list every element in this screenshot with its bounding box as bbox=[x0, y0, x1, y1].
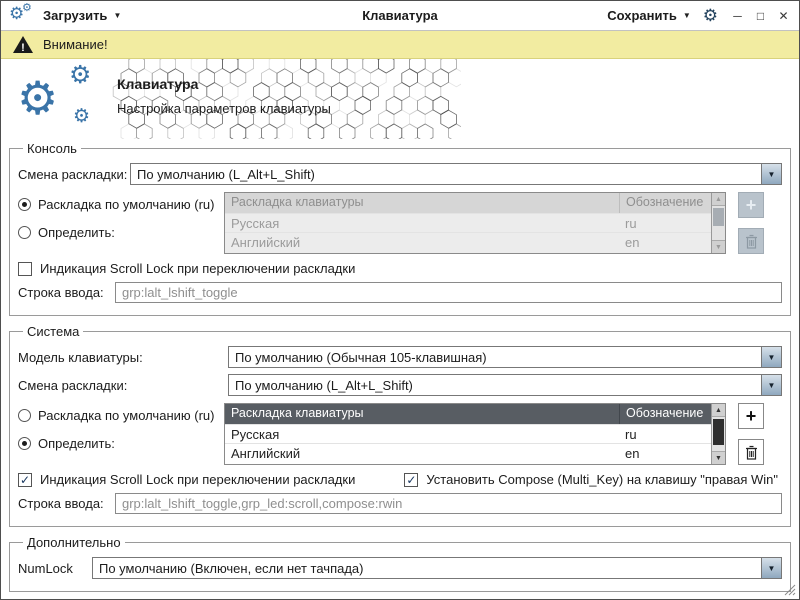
radio-off-icon bbox=[18, 226, 31, 239]
trash-icon bbox=[745, 445, 758, 460]
system-custom-layout-label: Определить: bbox=[38, 436, 115, 451]
console-add-layout-button bbox=[738, 192, 764, 218]
scroll-down-icon: ▼ bbox=[712, 240, 725, 253]
system-scroll-lock-checkbox[interactable] bbox=[18, 472, 355, 487]
plus-icon: + bbox=[745, 406, 757, 426]
system-input-string-label: Строка ввода: bbox=[18, 496, 104, 511]
chevron-down-icon: ▼ bbox=[761, 164, 781, 184]
console-layout-table bbox=[224, 192, 726, 254]
window-title: Клавиатура bbox=[362, 8, 438, 23]
plus-icon: + bbox=[745, 195, 757, 215]
settings-gear-icon[interactable]: ⚙ bbox=[702, 6, 718, 25]
system-add-layout-button[interactable] bbox=[738, 403, 764, 429]
svg-text:!: ! bbox=[21, 42, 25, 54]
checkbox-checked-icon bbox=[18, 473, 32, 487]
column-header-code: Обозначение bbox=[619, 193, 711, 213]
scroll-up-icon: ▲ bbox=[712, 193, 725, 206]
scroll-down-icon[interactable]: ▼ bbox=[712, 451, 725, 464]
additional-section bbox=[9, 535, 791, 592]
system-scroll-lock-label: Индикация Scroll Lock при переключении раскладки bbox=[40, 472, 356, 487]
titlebar bbox=[1, 1, 799, 31]
system-section-legend: Система bbox=[27, 324, 80, 339]
system-model-dropdown[interactable] bbox=[228, 346, 782, 368]
chevron-down-icon: ▼ bbox=[761, 558, 781, 578]
console-default-layout-radio[interactable] bbox=[18, 197, 224, 212]
system-model-value: По умолчанию (Обычная 105-клавишная) bbox=[235, 349, 487, 365]
save-menu-button[interactable] bbox=[607, 8, 691, 23]
console-custom-layout-label: Определить: bbox=[38, 225, 115, 240]
system-table-scrollbar[interactable] bbox=[711, 404, 725, 464]
console-default-layout-label: Раскладка по умолчанию (ru) bbox=[38, 197, 215, 212]
page-header bbox=[1, 59, 799, 139]
chevron-down-icon: ▼ bbox=[761, 347, 781, 367]
maximize-button[interactable]: □ bbox=[756, 8, 765, 23]
console-input-string[interactable] bbox=[115, 282, 782, 303]
system-compose-label: Установить Compose (Multi_Key) на клавишу "правая Win" bbox=[426, 472, 778, 487]
console-layout-switch-label: Смена раскладки: bbox=[18, 166, 128, 182]
system-layout-switch-value: По умолчанию (L_Alt+L_Shift) bbox=[235, 377, 413, 393]
console-layout-switch-value: По умолчанию (L_Alt+L_Shift) bbox=[137, 166, 315, 182]
table-row[interactable]: Русская ru bbox=[225, 424, 711, 443]
warning-text: Внимание! bbox=[43, 37, 108, 52]
table-header-row bbox=[225, 193, 711, 213]
column-header-code: Обозначение bbox=[619, 404, 711, 424]
checkbox-unchecked-icon bbox=[18, 262, 32, 276]
system-delete-layout-button[interactable] bbox=[738, 439, 764, 465]
load-menu-label: Загрузить bbox=[43, 8, 108, 23]
column-header-layout: Раскладка клавиатуры bbox=[225, 404, 619, 424]
console-scroll-lock-label: Индикация Scroll Lock при переключении раскладки bbox=[40, 261, 356, 276]
console-input-string-label: Строка ввода: bbox=[18, 285, 104, 300]
additional-section-legend: Дополнительно bbox=[27, 535, 121, 550]
console-section bbox=[9, 141, 791, 316]
system-layout-switch-dropdown[interactable] bbox=[228, 374, 782, 396]
scroll-up-icon[interactable]: ▲ bbox=[712, 404, 725, 417]
console-table-scrollbar bbox=[711, 193, 725, 253]
numlock-dropdown[interactable] bbox=[92, 557, 782, 579]
table-row[interactable]: Английский en bbox=[225, 443, 711, 462]
system-default-layout-label: Раскладка по умолчанию (ru) bbox=[38, 408, 215, 423]
radio-on-icon bbox=[18, 198, 31, 211]
minimize-button[interactable]: ─ bbox=[733, 8, 742, 23]
system-compose-checkbox[interactable] bbox=[404, 472, 782, 487]
radio-off-icon bbox=[18, 409, 31, 422]
console-section-legend: Консоль bbox=[27, 141, 77, 156]
check-icon: ✓ bbox=[406, 472, 417, 487]
warning-banner bbox=[1, 31, 799, 59]
system-layout-table[interactable] bbox=[224, 403, 726, 465]
system-default-layout-radio[interactable] bbox=[18, 408, 224, 423]
keyboard-gears-icon: ⚙ ⚙ ⚙ bbox=[17, 61, 92, 127]
numlock-label: NumLock bbox=[18, 560, 73, 576]
system-custom-layout-radio[interactable] bbox=[18, 436, 224, 451]
page-subtitle: Настройка параметров клавиатуры bbox=[117, 101, 331, 116]
system-layout-switch-label: Смена раскладки: bbox=[18, 377, 128, 393]
radio-on-icon bbox=[18, 437, 31, 450]
system-model-label: Модель клавиатуры: bbox=[18, 349, 143, 365]
table-header-row bbox=[225, 404, 711, 424]
resize-grip[interactable] bbox=[783, 583, 796, 596]
column-header-layout: Раскладка клавиатуры bbox=[225, 193, 619, 213]
console-scroll-lock-checkbox[interactable] bbox=[18, 261, 782, 276]
numlock-value: По умолчанию (Включен, если нет тачпада) bbox=[99, 560, 364, 576]
console-delete-layout-button bbox=[738, 228, 764, 254]
save-menu-label: Сохранить bbox=[607, 8, 677, 23]
load-menu-button[interactable] bbox=[43, 8, 121, 23]
chevron-down-icon: ▼ bbox=[682, 11, 691, 20]
console-layout-switch-dropdown[interactable] bbox=[130, 163, 782, 185]
page-title: Клавиатура bbox=[117, 76, 199, 92]
chevron-down-icon: ▼ bbox=[761, 375, 781, 395]
console-custom-layout-radio[interactable] bbox=[18, 225, 224, 240]
table-row: Английский en bbox=[225, 232, 711, 251]
table-row: Русская ru bbox=[225, 213, 711, 232]
chevron-down-icon: ▼ bbox=[113, 11, 122, 20]
checkbox-checked-icon bbox=[404, 473, 418, 487]
warning-icon bbox=[12, 35, 34, 54]
trash-icon bbox=[745, 234, 758, 249]
system-section bbox=[9, 324, 791, 527]
system-input-string[interactable] bbox=[115, 493, 782, 514]
close-button[interactable]: ✕ bbox=[778, 8, 789, 23]
app-logo-gears-icon: ⚙ ⚙ bbox=[9, 1, 32, 23]
check-icon: ✓ bbox=[19, 472, 31, 487]
